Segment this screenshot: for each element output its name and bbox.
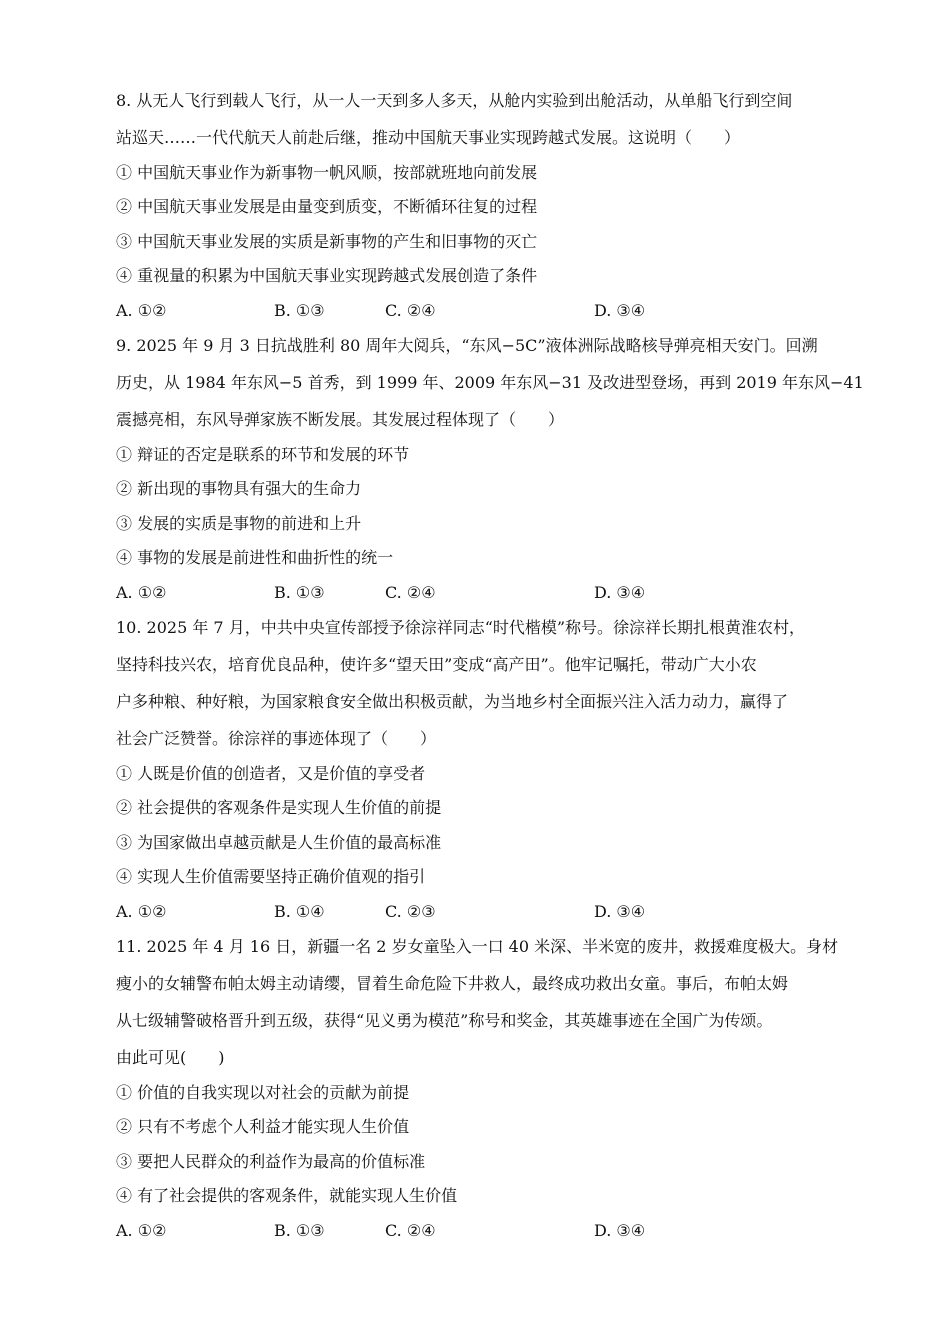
question-stem: 户多种粮、种好粮，为国家粮食安全做出积极贡献，为当地乡村全面振兴注入活力动力，赢得了	[116, 692, 789, 711]
answer-c: C. ②④	[385, 300, 436, 320]
answer-d: D. ③④	[594, 582, 646, 602]
answer-choices	[116, 576, 840, 610]
statement-option: ② 社会提供的客观条件是实现人生价值的前提	[116, 798, 442, 818]
answer-c: C. ②④	[385, 582, 436, 602]
statement-option: ② 只有不考虑个人利益才能实现人生价值	[116, 1117, 410, 1137]
answer-choices	[116, 294, 840, 328]
statement-option: ④ 有了社会提供的客观条件，就能实现人生价值	[116, 1186, 458, 1206]
statement-option: ③ 要把人民群众的利益作为最高的价值标准	[116, 1151, 426, 1171]
statement-option: ④ 事物的发展是前进性和曲折性的统一	[116, 548, 394, 568]
statement-option: ② 中国航天事业发展是由量变到质变，不断循环往复的过程	[116, 197, 538, 217]
question-stem: 站巡天……一代代航天人前赴后继，推动中国航天事业实现跨越式发展。这说明（ ）	[116, 128, 741, 147]
answer-d: D. ③④	[594, 300, 646, 320]
question-stem: 9. 2025 年 9 月 3 日抗战胜利 80 周年大阅兵，“东风−5C”液体洲际战略核导弹亮相天安门。回溯	[116, 336, 818, 355]
question-stem: 由此可见( )	[116, 1048, 225, 1067]
statement-option: ③ 中国航天事业发展的实质是新事物的产生和旧事物的灭亡	[116, 231, 538, 251]
answer-choices	[116, 895, 840, 929]
answer-d: D. ③④	[594, 901, 646, 921]
statement-option: ③ 为国家做出卓越贡献是人生价值的最高标准	[116, 832, 442, 852]
answer-choices	[116, 1214, 840, 1248]
answer-c: C. ②③	[385, 901, 436, 921]
statement-option: ④ 重视量的积累为中国航天事业实现跨越式发展创造了条件	[116, 266, 538, 286]
statement-option: ② 新出现的事物具有强大的生命力	[116, 479, 362, 499]
question-stem: 历史，从 1984 年东风−5 首秀，到 1999 年、2009 年东风−31 及改进型登场，再到 2019 年东风−41	[116, 373, 864, 392]
question-stem: 11. 2025 年 4 月 16 日，新疆一名 2 岁女童坠入一口 40 米深、半米宽的废井，救援难度极大。身材	[116, 937, 839, 956]
question-stem: 瘦小的女辅警布帕太姆主动请缨，冒着生命危险下井救人，最终成功救出女童。事后，布帕太姆	[116, 974, 789, 993]
answer-a: A. ①②	[116, 901, 167, 921]
question-stem: 10. 2025 年 7 月，中共中央宣传部授予徐淙祥同志“时代楷模”称号。徐淙祥长期扎根黄淮农村，	[116, 618, 806, 637]
question-9	[116, 327, 864, 610]
question-stem: 震撼亮相，东风导弹家族不断发展。其发展过程体现了（ ）	[116, 410, 565, 429]
answer-b: B. ①④	[274, 901, 325, 921]
question-10	[116, 609, 840, 929]
question-stem: 从七级辅警破格晋升到五级，获得“见义勇为模范”称号和奖金，其英雄事迹在全国广为传颂。	[116, 1011, 773, 1030]
question-stem: 社会广泛赞誉。徐淙祥的事迹体现了（ ）	[116, 729, 437, 748]
statement-option: ① 辩证的否定是联系的环节和发展的环节	[116, 445, 410, 464]
question-11	[116, 928, 840, 1248]
answer-a: A. ①②	[116, 1220, 167, 1240]
answer-b: B. ①③	[274, 582, 325, 602]
answer-c: C. ②④	[385, 1220, 436, 1240]
question-8	[116, 82, 840, 328]
question-stem: 8. 从无人飞行到载人飞行，从一人一天到多人多天，从舱内实验到出舱活动，从单船飞行到空间	[116, 91, 793, 110]
statement-option: ① 中国航天事业作为新事物一帆风顺，按部就班地向前发展	[116, 163, 538, 182]
answer-d: D. ③④	[594, 1220, 646, 1240]
statement-option: ④ 实现人生价值需要坚持正确价值观的指引	[116, 867, 426, 887]
statement-option: ③ 发展的实质是事物的前进和上升	[116, 513, 362, 533]
statement-option: ① 价值的自我实现以对社会的贡献为前提	[116, 1083, 410, 1102]
answer-b: B. ①③	[274, 1220, 325, 1240]
answer-b: B. ①③	[274, 300, 325, 320]
answer-a: A. ①②	[116, 300, 167, 320]
answer-a: A. ①②	[116, 582, 167, 602]
question-stem: 坚持科技兴农，培育优良品种，使许多“望天田”变成“高产田”。他牢记嘱托，带动广大小农	[116, 655, 757, 674]
statement-option: ① 人既是价值的创造者，又是价值的享受者	[116, 764, 426, 783]
